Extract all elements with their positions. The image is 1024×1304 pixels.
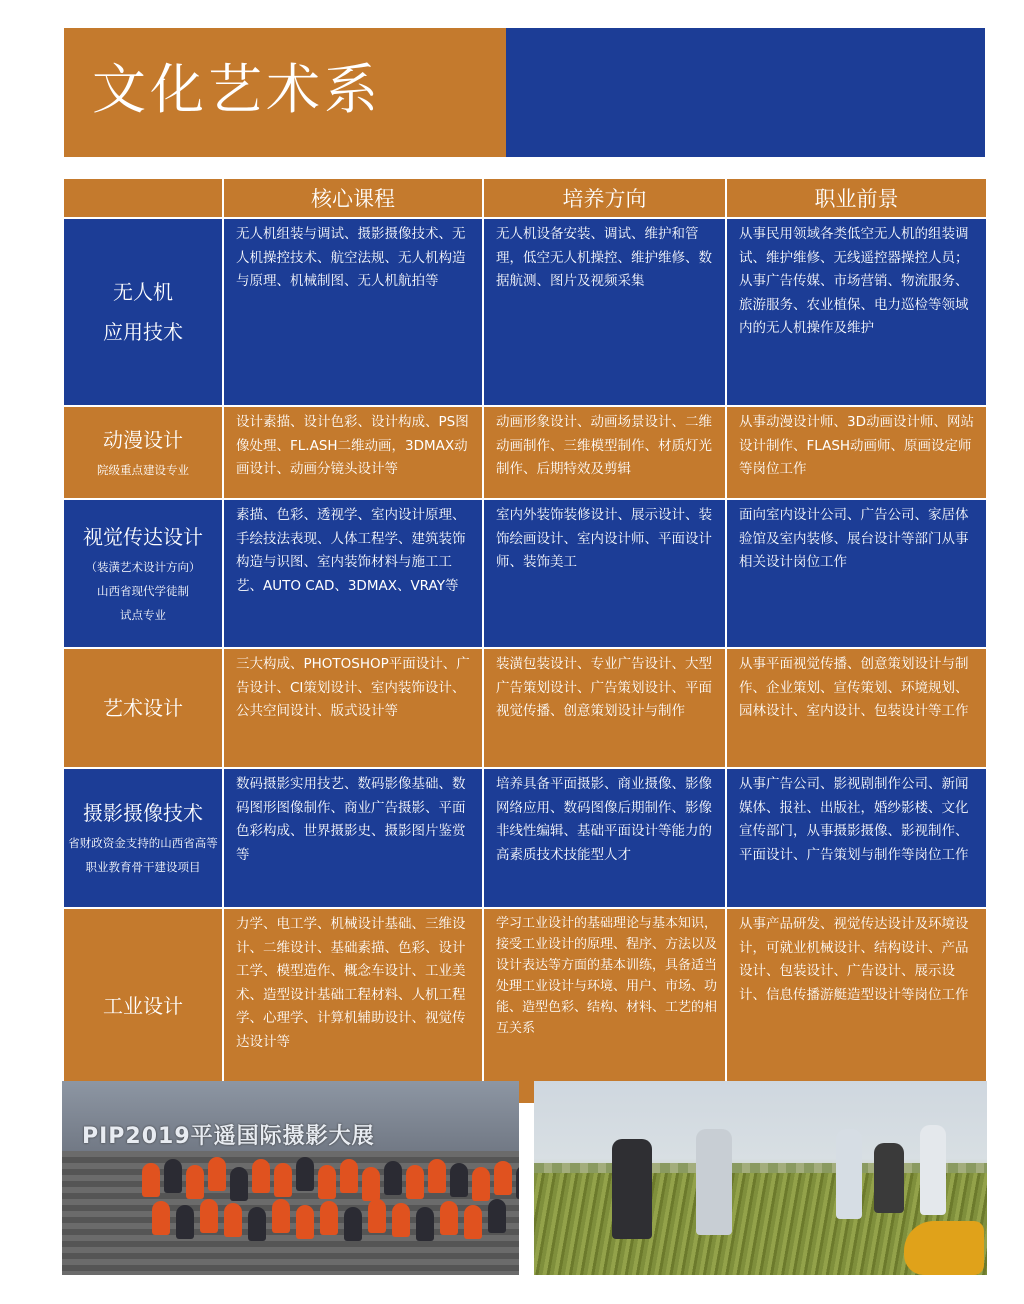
program-name: 摄影摄像技术 xyxy=(83,801,203,825)
courses-cell: 三大构成、PHOTOSHOP平面设计、广告设计、CI策划设计、室内装饰设计、公共空间设计、版式设计等 xyxy=(222,649,482,767)
career-cell: 从事动漫设计师、3D动画设计师、网站设计制作、FLASH动画师、原画设定师等岗位工作 xyxy=(725,407,986,498)
photo-person xyxy=(612,1139,652,1239)
career-cell: 从事民用领域各类低空无人机的组装调试、维护维修、无线遥控器操控人员；从事广告传媒、市场营销、物流服务、旅游服务、农业植保、电力巡检等领域内的无人机操作及维护 xyxy=(725,219,986,405)
program-name: 视觉传达设计 xyxy=(83,524,203,549)
program-name-cell xyxy=(64,649,222,767)
program-note: 院级重点建设专业 xyxy=(97,462,189,477)
career-cell: 面向室内设计公司、广告公司、家居体验馆及室内装修、展台设计等部门从事相关设计岗位工作 xyxy=(725,500,986,647)
program-note: 省财政资金支持的山西省高等职业教育骨干建设项目 xyxy=(68,836,218,874)
table-header-row xyxy=(64,179,986,217)
header-cell-courses: 核心课程 xyxy=(222,179,482,217)
program-name: 动漫设计 xyxy=(103,427,183,452)
photo-person xyxy=(836,1129,862,1219)
program-name-cell xyxy=(64,500,222,647)
photo-crowd xyxy=(142,1153,519,1263)
program-name-cell xyxy=(64,769,222,907)
courses-cell: 力学、电工学、机械设计基础、三维设计、二维设计、基础素描、色彩、设计工学、模型造作、概念车设计、工业美术、造型设计基础工程材料、人机工程学、心理学、计算机辅助设计、视觉传达设计等 xyxy=(222,909,482,1103)
photo-person xyxy=(920,1125,946,1215)
program-name: 无人机 应用技术 xyxy=(103,280,183,344)
career-cell: 从事产品研发、视觉传达设计及环境设计，可就业机械设计、结构设计、产品设计、包装设计、广告设计、展示设计、信息传播游艇造型设计等岗位工作 xyxy=(725,909,986,1103)
table-row xyxy=(64,405,986,498)
photo-field-interview xyxy=(534,1081,987,1275)
photo-banner-text: PIP2019平遥国际摄影大展 xyxy=(82,1124,375,1149)
header-blue-block xyxy=(506,28,985,157)
direction-cell: 装潢包装设计、专业广告设计、大型广告策划设计、广告策划设计、平面视觉传播、创意策划设计与制作 xyxy=(482,649,725,767)
program-name: 工业设计 xyxy=(103,994,183,1018)
program-note: （装潢艺术设计方向） 山西省现代学徒制 试点专业 xyxy=(85,559,201,622)
direction-cell: 无人机设备安装、调试、维护和管理，低空无人机操控、维护维修、数据航测、图片及视频采集 xyxy=(482,219,725,405)
page-title: 文化艺术系 xyxy=(92,58,382,121)
courses-cell: 数码摄影实用技艺、数码影像基础、数码图形图像制作、商业广告摄影、平面色彩构成、世界摄影史、摄影图片鉴赏等 xyxy=(222,769,482,907)
header-orange-block xyxy=(64,28,506,157)
header-cell-career: 职业前景 xyxy=(725,179,986,217)
header-cell-blank xyxy=(64,179,222,217)
direction-cell: 学习工业设计的基础理论与基本知识，接受工业设计的原理、程序、方法以及设计表达等方面的基本训练，具备适当处理工业设计与环境、用户、市场、功能、造型色彩、结构、材料、工艺的相互关系 xyxy=(482,909,725,1103)
table-row xyxy=(64,767,986,907)
program-table xyxy=(64,179,986,1103)
program-name-cell xyxy=(64,407,222,498)
table-row xyxy=(64,647,986,767)
program-name: 艺术设计 xyxy=(103,696,183,720)
table-row xyxy=(64,498,986,647)
direction-cell: 培养具备平面摄影、商业摄像、影像网络应用、数码图像后期制作、影像非线性编辑、基础平面设计等能力的高素质技术技能型人才 xyxy=(482,769,725,907)
photo-group-photography-exhibition xyxy=(62,1081,519,1275)
page-header xyxy=(64,28,985,157)
table-row xyxy=(64,907,986,1103)
program-name-cell xyxy=(64,909,222,1103)
photo-person xyxy=(696,1129,732,1235)
photo-person xyxy=(874,1143,904,1213)
direction-cell: 动画形象设计、动画场景设计、二维动画制作、三维模型制作、材质灯光制作、后期特效及剪辑 xyxy=(482,407,725,498)
career-cell: 从事广告公司、影视剧制作公司、新闻媒体、报社、出版社，婚纱影楼、文化宣传部门，从事摄影摄像、影视制作、平面设计、广告策划与制作等岗位工作 xyxy=(725,769,986,907)
direction-cell: 室内外装饰装修设计、展示设计、装饰绘画设计、室内设计师、平面设计师、装饰美工 xyxy=(482,500,725,647)
courses-cell: 素描、色彩、透视学、室内设计原理、 手绘技法表现、人体工程学、建筑装饰构造与识图、室内装饰材料与施工工艺、AUTO CAD、3DMAX、VRAY等 xyxy=(222,500,482,647)
photo-motorbike xyxy=(904,1221,984,1275)
courses-cell: 无人机组装与调试、摄影摄像技术、无人机操控技术、航空法规、无人机构造与原理、机械制图、无人机航拍等 xyxy=(222,219,482,405)
career-cell: 从事平面视觉传播、创意策划设计与制作、企业策划、宣传策划、环境规划、园林设计、室内设计、包装设计等工作 xyxy=(725,649,986,767)
header-cell-direction: 培养方向 xyxy=(482,179,725,217)
courses-cell: 设计素描、设计色彩、设计构成、PS图像处理、FL.ASH二维动画，3DMAX动画设计、动画分镜头设计等 xyxy=(222,407,482,498)
program-name-cell xyxy=(64,219,222,405)
table-row xyxy=(64,217,986,405)
